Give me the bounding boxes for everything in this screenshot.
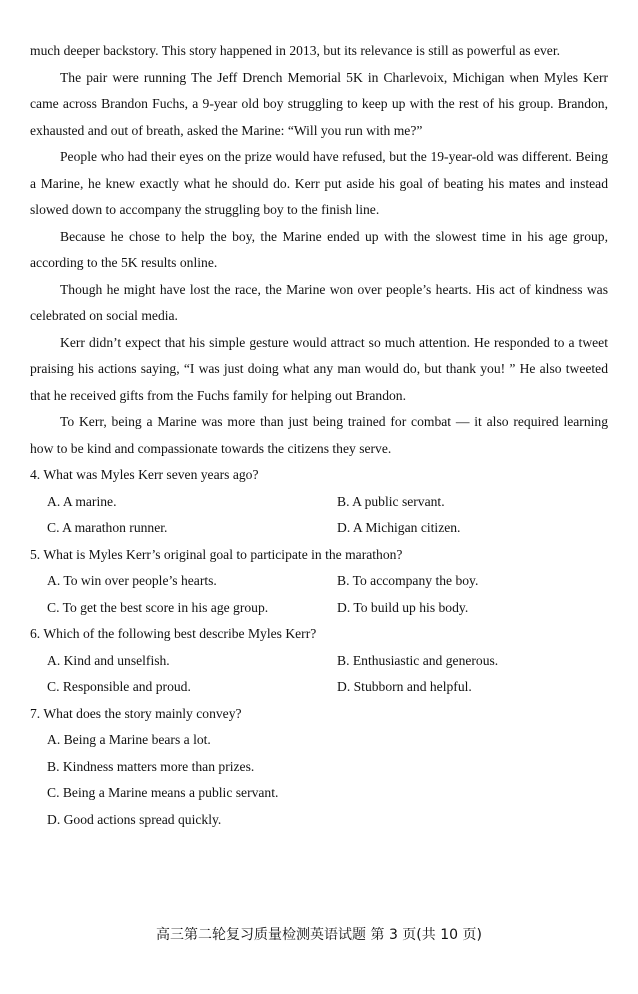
- question-stem: 7. What does the story mainly convey?: [30, 705, 242, 721]
- option-a: A. A marine.: [47, 493, 117, 509]
- option-c: C. Being a Marine means a public servant.: [47, 785, 279, 800]
- option-b: B. Enthusiastic and generous.: [337, 652, 499, 668]
- passage-paragraph: Though he might have lost the race, the Marine won over people’s hearts. His act of kindness was celebrated on social media.: [30, 281, 608, 323]
- option-list: [30, 727, 608, 833]
- question-stem: 5. What is Myles Kerr’s original goal to participate in the marathon?: [30, 546, 403, 562]
- option-a: A. Being a Marine bears a lot.: [47, 732, 211, 747]
- question-4: [30, 462, 608, 542]
- page-footer: 高三第二轮复习质量检测英语试题 第 3 页(共 10 页): [156, 927, 482, 943]
- option-b: B. A public servant.: [337, 493, 445, 509]
- passage-paragraph: Because he chose to help the boy, the Marine ended up with the slowest time in his age group, according to the 5K results online.: [30, 228, 608, 270]
- option-grid: [30, 568, 608, 621]
- option-a: A. Kind and unselfish.: [47, 652, 170, 668]
- option-grid: [30, 648, 608, 701]
- question-6: [30, 621, 608, 701]
- passage-paragraph: People who had their eyes on the prize would have refused, but the 19-year-old was different. Being a Marine, he knew exactly what he should do. Kerr put aside his goal of beating his mates and instead slowed down to accompany the struggling boy to the finish line.: [30, 149, 608, 217]
- option-c: C. To get the best score in his age group.: [47, 599, 269, 615]
- question-stem: 4. What was Myles Kerr seven years ago?: [30, 467, 259, 482]
- passage-paragraph: much deeper backstory. This story happened in 2013, but its relevance is still as powerful as ever.: [30, 43, 561, 58]
- reading-passage: [30, 38, 608, 462]
- option-a: A. To win over people’s hearts.: [47, 573, 217, 588]
- option-grid: [30, 489, 608, 542]
- passage-paragraph: To Kerr, being a Marine was more than just being trained for combat — it also required learning how to be kind and compassionate towards the citizens they serve.: [30, 414, 608, 456]
- passage-paragraph: Kerr didn’t expect that his simple gesture would attract so much attention. He responded to a tweet praising his actions saying, “I was just doing what any man would do, but thank you! ” He also tweeted that he received gifts from the Fuchs family for helping out Brandon.: [30, 334, 608, 403]
- option-d: D. A Michigan citizen.: [337, 520, 461, 535]
- option-b: B. To accompany the boy.: [337, 573, 479, 588]
- option-c: C. A marathon runner.: [47, 520, 168, 535]
- option-d: D. To build up his body.: [337, 599, 469, 615]
- option-b: B. Kindness matters more than prizes.: [47, 758, 255, 774]
- option-d: D. Good actions spread quickly.: [47, 811, 222, 827]
- option-c: C. Responsible and proud.: [47, 679, 191, 694]
- option-d: D. Stubborn and helpful.: [337, 679, 472, 694]
- question-7: [30, 701, 608, 834]
- passage-paragraph: The pair were running The Jeff Drench Memorial 5K in Charlevoix, Michigan when Myles Kerr came across Brandon Fuchs, a 9-year old boy struggling to keep up with the rest of his group. Brandon, exhausted and out of breath, asked the Marine: “Will you run with me?”: [30, 69, 608, 138]
- question-stem: 6. Which of the following best describe Myles Kerr?: [30, 626, 317, 641]
- question-5: [30, 542, 608, 622]
